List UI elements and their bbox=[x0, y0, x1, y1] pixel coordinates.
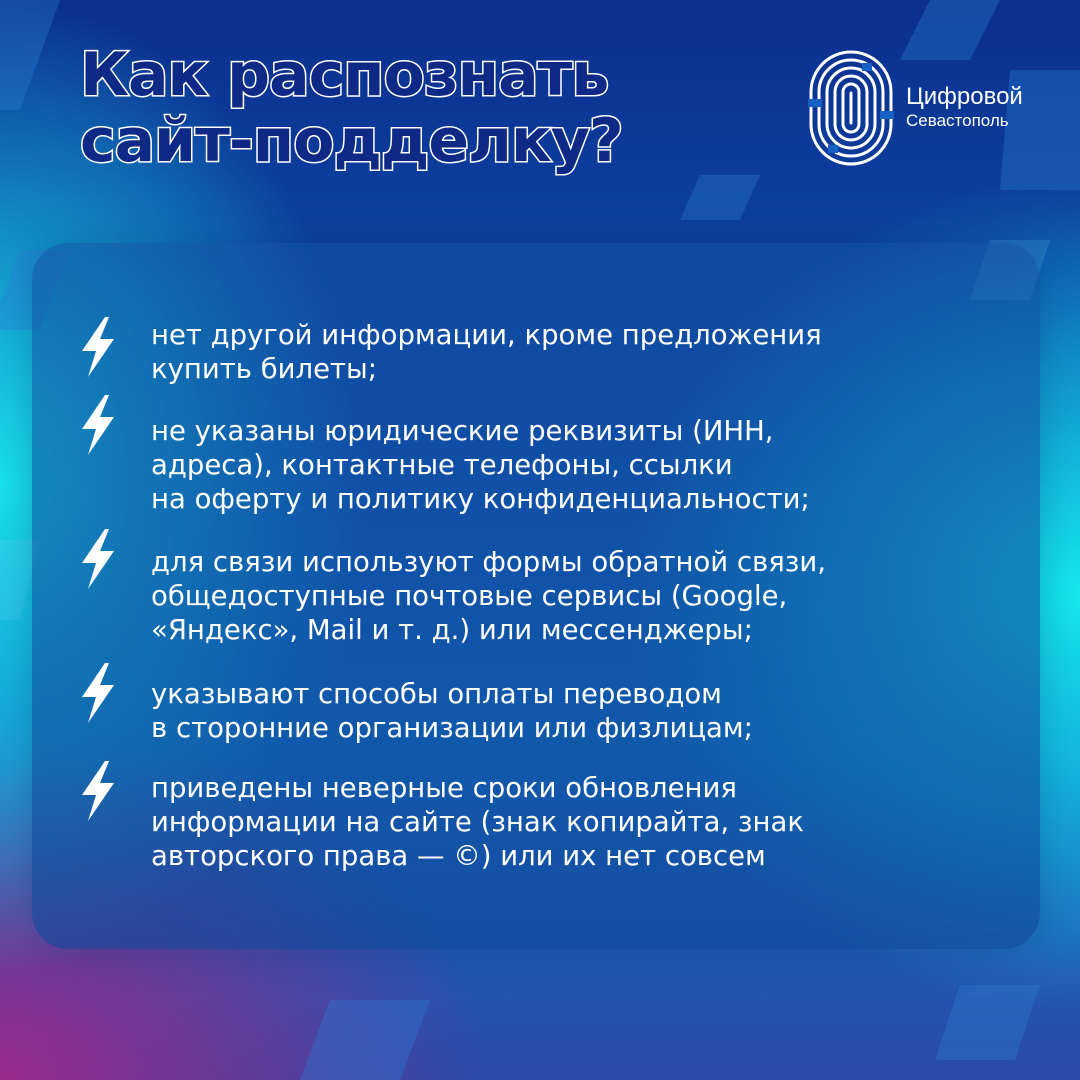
logo-line-1: Цифровой bbox=[906, 83, 1023, 110]
info-panel bbox=[32, 243, 1040, 949]
page-title bbox=[80, 42, 623, 174]
title-line-2: сайт-подделку? bbox=[80, 106, 623, 176]
list-item-text: приведены неверные сроки обновления информации на сайте (знак копирайта, знак авторского права — ©) или их нет совсем bbox=[151, 772, 804, 872]
lightning-icon bbox=[76, 759, 120, 823]
lightning-icon bbox=[76, 661, 120, 725]
lightning-icon bbox=[76, 393, 120, 457]
logo-text bbox=[906, 84, 1023, 132]
list-item-text: для связи используют формы обратной связи, общедоступные почтовые сервисы (Google, «Яндекс», Mail и т. д.) или мессенджеры; bbox=[151, 546, 826, 646]
lightning-icon bbox=[76, 315, 120, 379]
logo-line-2: Севастополь bbox=[906, 111, 1009, 130]
title-line-1: Как распознать bbox=[80, 40, 609, 110]
brand-logo bbox=[808, 48, 1058, 168]
list-item-text: указывают способы оплаты переводом в сторонние организации или физлицам; bbox=[151, 678, 753, 744]
list-item-text: не указаны юридические реквизиты (ИНН, адреса), контактные телефоны, ссылки на оферту и политику конфиденциальности; bbox=[151, 415, 810, 515]
fingerprint-icon bbox=[808, 49, 894, 167]
lightning-icon bbox=[76, 527, 120, 591]
list-item-text: нет другой информации, кроме предложения купить билеты; bbox=[151, 319, 822, 385]
